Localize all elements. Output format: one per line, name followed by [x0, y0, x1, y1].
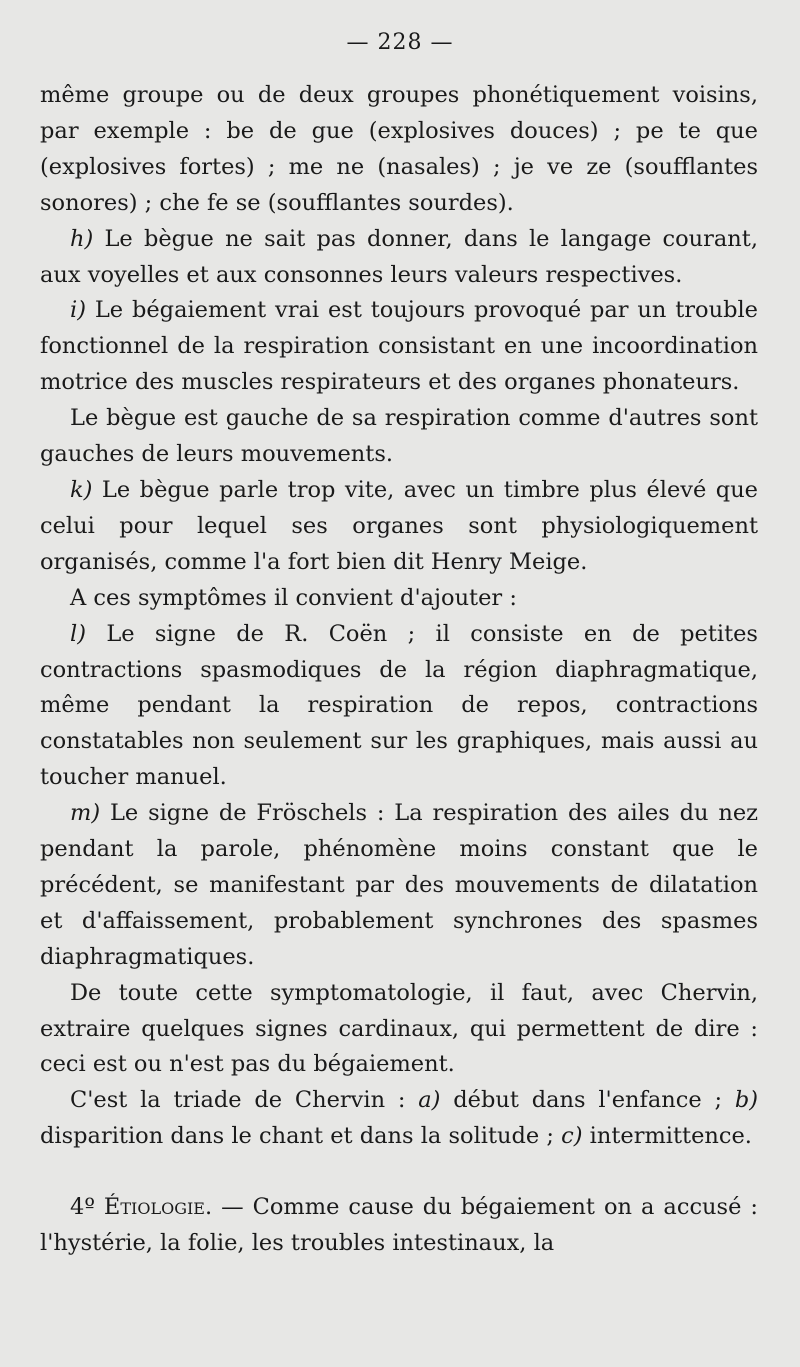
paragraph-m	[40, 796, 758, 976]
paragraph-i	[40, 293, 758, 401]
paragraph-text: Le bègue parle trop vite, avec un timbre plus élevé que celui pour lequel ses organes sont physiologiquement organisés, comme l'a fort bien dit Henry Meige.	[40, 476, 758, 575]
paragraph-h	[40, 222, 758, 294]
triad-text-a: début dans l'enfance ;	[453, 1087, 723, 1114]
triad-label-c: c)	[561, 1123, 583, 1150]
item-label-l: l)	[70, 620, 86, 647]
paragraph-l	[40, 617, 758, 797]
page-number: — 228 —	[346, 30, 454, 55]
paragraph-text: même groupe ou de deux groupes phonétiquement voisins, par exemple : be de gue (explosives douces) ; pe te que (explosives fortes) ; me ne (nasales) ; je ve ze (soufflantes sonores) ; che fe se (soufflantes sourdes).	[40, 82, 758, 216]
section-etiologie	[40, 1190, 758, 1262]
triad-label-a: a)	[418, 1087, 441, 1114]
paragraph-symptomes	[40, 581, 758, 617]
triad-intro: C'est la triade de Chervin :	[70, 1087, 406, 1114]
item-label-m: m)	[70, 800, 101, 827]
paragraph-text: A ces symptômes il convient d'ajouter :	[70, 584, 517, 611]
paragraph-continuation	[40, 78, 758, 222]
paragraph-text: Le signe de Fröschels : La respiration des ailes du nez pendant la parole, phénomène moins constant que le précédent, se manifestant par des mouvements de dilatation et d'affaissement, probablement synchrones des spasmes diaphragmatiques.	[40, 800, 758, 970]
item-label-h: h)	[70, 225, 94, 252]
paragraph-k	[40, 473, 758, 581]
triad-label-b: b)	[734, 1087, 759, 1114]
paragraph-triade	[40, 1083, 758, 1155]
paragraph-text: De toute cette symptomatologie, il faut, avec Chervin, extraire quelques signes cardinaux, qui permettent de dire : ceci est ou n'est pas du bégaiement.	[40, 979, 758, 1078]
body-text	[40, 78, 758, 1262]
paragraph-text: Le bégaiement vrai est toujours provoqué par un trouble fonctionnel de la respiration consistant en une incoordination motrice des muscles respirateurs et des organes phonateurs.	[40, 297, 758, 396]
triad-text-c: intermittence.	[589, 1123, 752, 1150]
triad-text-b: disparition dans le chant et dans la solitude ;	[40, 1123, 554, 1150]
item-label-i: i)	[70, 297, 86, 324]
section-title: Étiologie.	[103, 1194, 213, 1221]
section-number: 4º	[70, 1194, 95, 1221]
paragraph-text: Le bègue est gauche de sa respiration comme d'autres sont gauches de leurs mouvements.	[40, 405, 758, 468]
item-label-k: k)	[70, 476, 93, 503]
paragraph-symptomatologie	[40, 976, 758, 1084]
section-text: — Comme cause du bégaiement on a accusé : l'hystérie, la folie, les troubles intestinaux, la	[40, 1194, 758, 1257]
paragraph-gauche	[40, 401, 758, 473]
paragraph-text: Le bègue ne sait pas donner, dans le langage courant, aux voyelles et aux consonnes leurs valeurs respectives.	[40, 225, 758, 288]
paragraph-text: Le signe de R. Coën ; il consiste en de petites contractions spasmodiques de la région diaphragmatique, même pendant la respiration de repos, contractions constatables non seulement sur les graphiques, mais aussi au toucher manuel.	[40, 620, 758, 791]
